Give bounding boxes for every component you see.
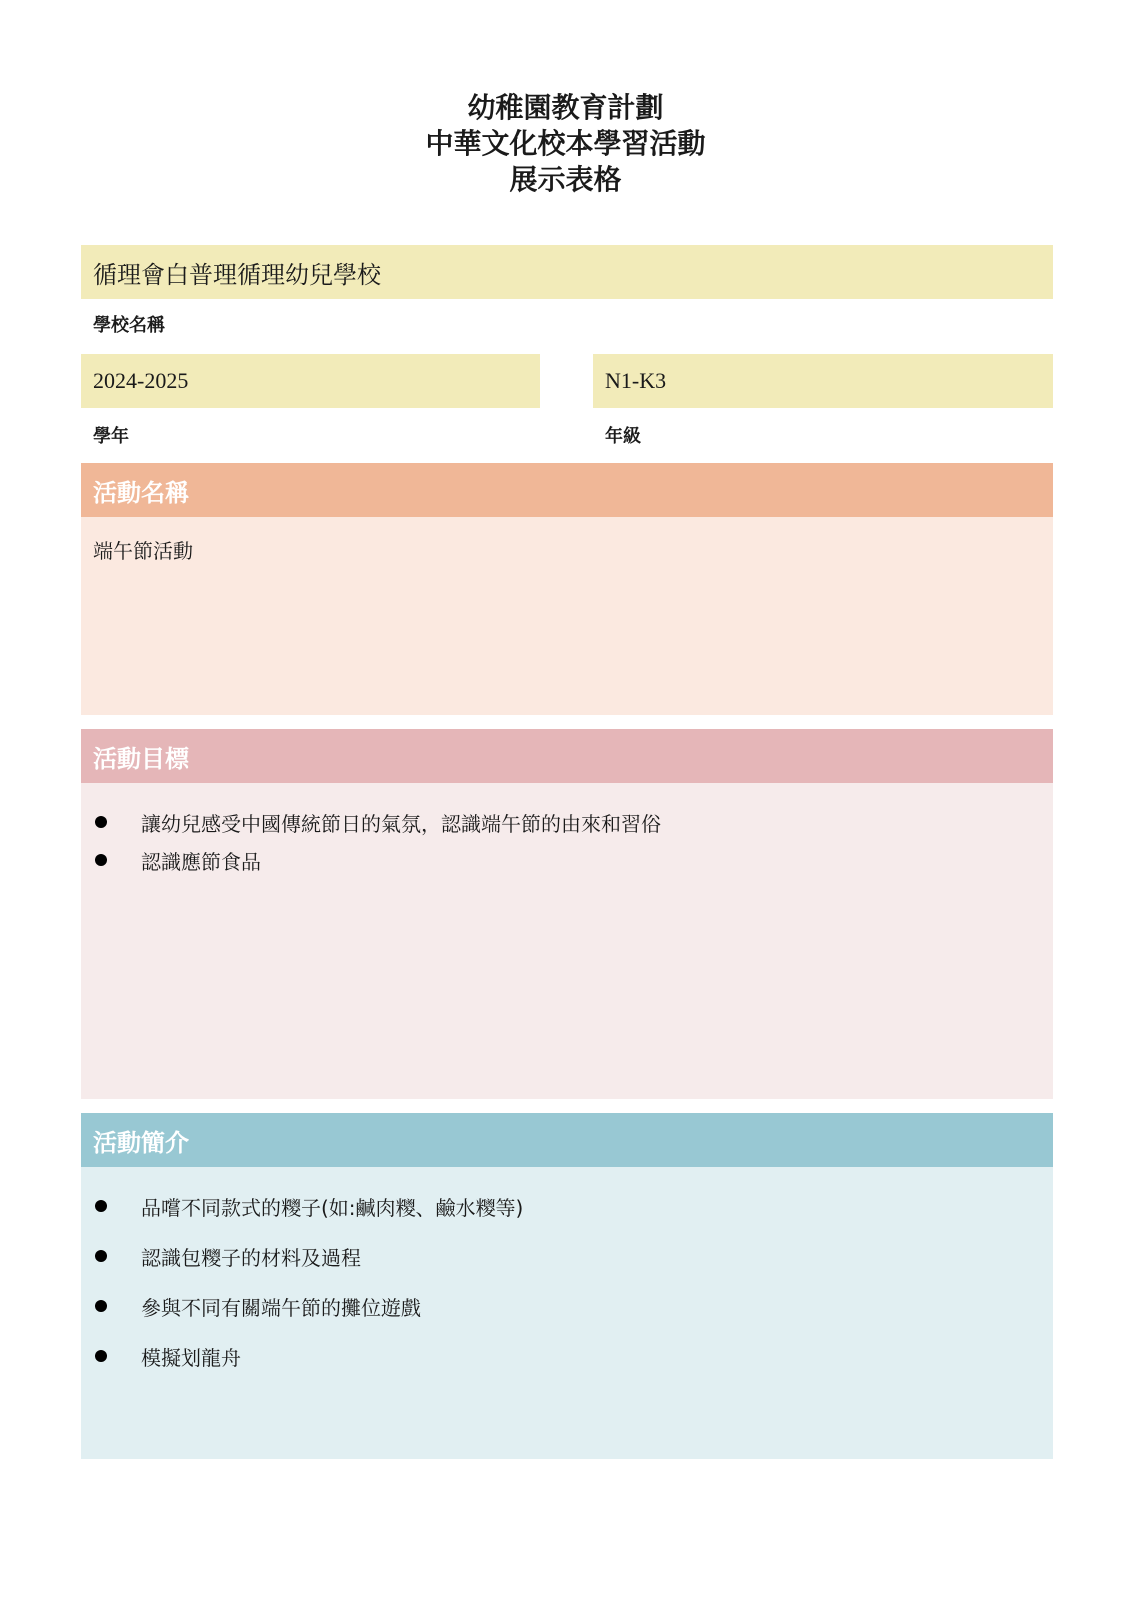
title-line-3: 展示表格 xyxy=(509,163,622,196)
list-item xyxy=(93,1231,1041,1281)
list-item xyxy=(93,841,1041,879)
list-item xyxy=(93,1181,1041,1231)
activity-name-body[interactable] xyxy=(81,517,1053,715)
intro-text: 模擬划龍舟 xyxy=(141,1345,241,1370)
activity-name-heading: 活動名稱 xyxy=(81,463,1053,517)
intro-section xyxy=(81,1113,1053,1459)
intro-text: 認識包糭子的材料及過程 xyxy=(141,1245,361,1270)
school-field xyxy=(81,245,1053,337)
objective-text: 讓幼兒感受中國傳統節日的氣氛，認識端午節的由來和習俗 xyxy=(141,811,661,836)
intro-text: 品嚐不同款式的糭子(如:鹹肉糭、鹼水糭等) xyxy=(141,1195,524,1220)
school-year-label: 學年 xyxy=(93,426,129,447)
grade-value[interactable]: N1-K3 xyxy=(593,354,1053,408)
bullet-icon xyxy=(95,1350,107,1362)
objectives-body[interactable] xyxy=(81,783,1053,1099)
activity-name-text: 端午節活動 xyxy=(93,539,193,563)
school-name-value[interactable]: 循理會白普理循理幼兒學校 xyxy=(81,245,1053,299)
list-item xyxy=(93,803,1041,841)
bullet-icon xyxy=(95,854,107,866)
school-name-label: 學校名稱 xyxy=(93,315,165,336)
list-item xyxy=(93,1331,1041,1381)
objectives-section xyxy=(81,729,1053,1099)
title-line-1: 幼稚園教育計劃 xyxy=(467,91,664,124)
title-line-2: 中華文化校本學習活動 xyxy=(425,127,706,160)
activity-name-section xyxy=(81,463,1053,715)
grade-field xyxy=(593,354,1053,448)
grade-label: 年級 xyxy=(605,426,641,447)
objective-text: 認識應節食品 xyxy=(141,849,261,874)
document-title xyxy=(0,90,1131,198)
list-item xyxy=(93,1281,1041,1331)
year-field xyxy=(81,354,540,448)
bullet-icon xyxy=(95,1200,107,1212)
intro-heading: 活動簡介 xyxy=(81,1113,1053,1167)
bullet-icon xyxy=(95,1250,107,1262)
bullet-icon xyxy=(95,1300,107,1312)
objectives-heading: 活動目標 xyxy=(81,729,1053,783)
intro-body[interactable] xyxy=(81,1167,1053,1459)
school-year-value[interactable]: 2024-2025 xyxy=(81,354,540,408)
bullet-icon xyxy=(95,816,107,828)
intro-text: 參與不同有關端午節的攤位遊戲 xyxy=(141,1295,421,1320)
